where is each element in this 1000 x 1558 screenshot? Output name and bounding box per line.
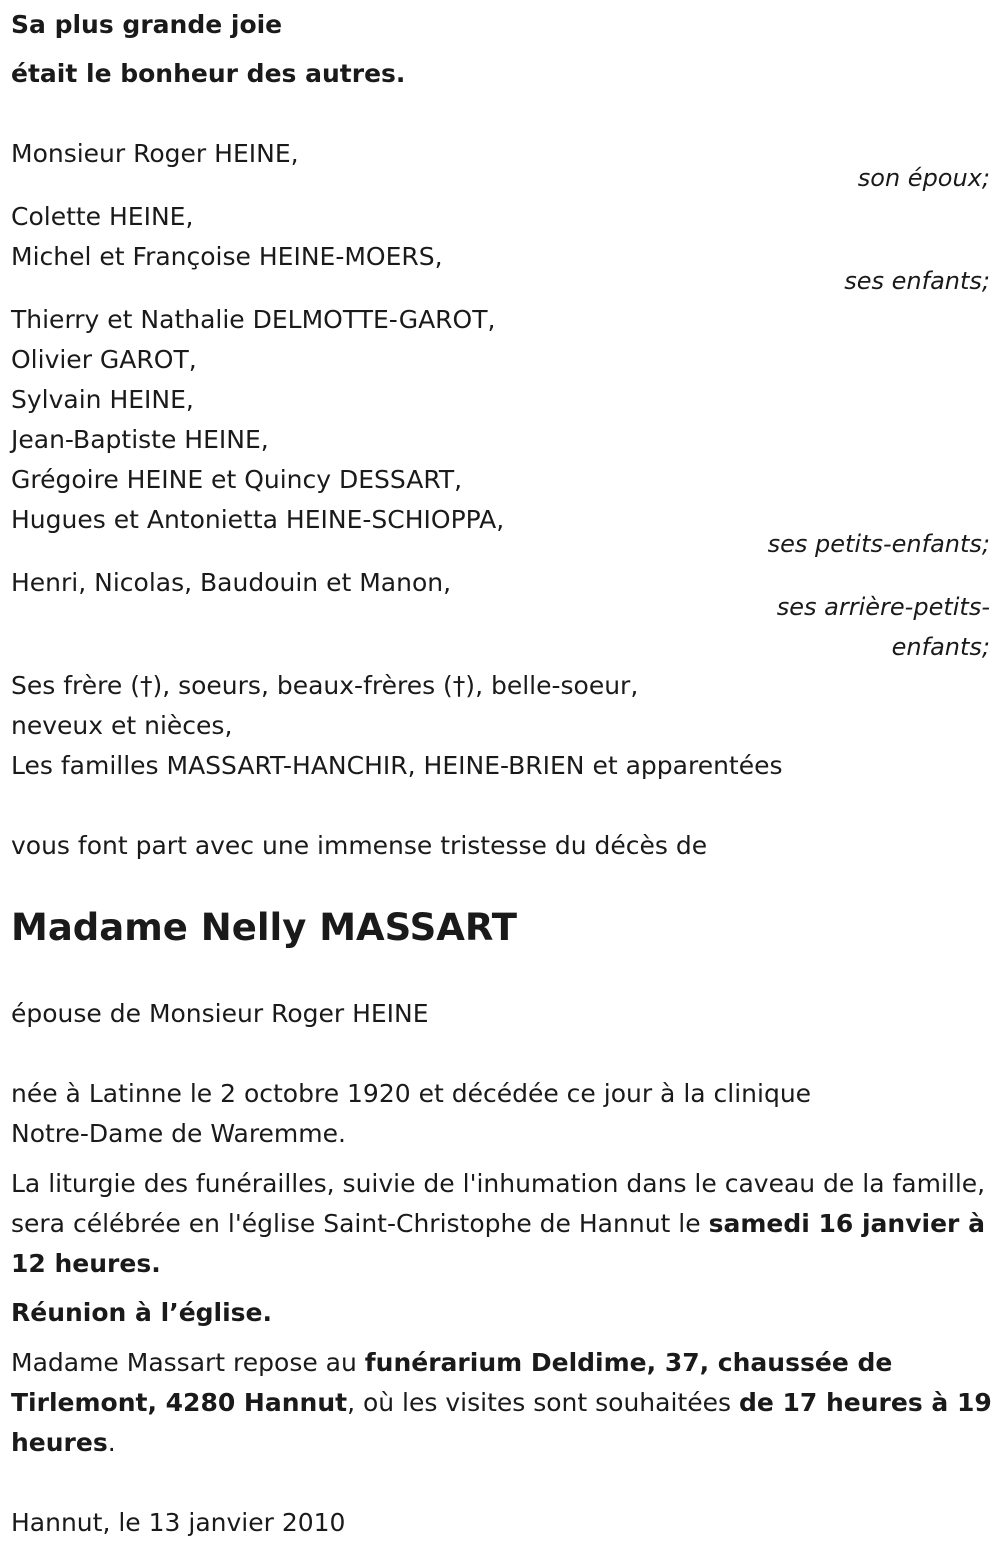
children-relation: ses enfants; xyxy=(844,267,990,295)
visitation-prefix: Madame Massart repose au xyxy=(11,1348,365,1377)
great-grandchildren-relation-line-2: enfants; xyxy=(891,633,990,661)
grandchild-name: Hugues et Antonietta HEINE-SCHIOPPA, xyxy=(11,505,505,534)
funeral-date-time: samedi 16 janvier à 12 heures. xyxy=(11,1209,985,1278)
motto-line-1: Sa plus grande joie xyxy=(11,10,283,39)
child-name: Colette HEINE, xyxy=(11,202,194,231)
other-relatives-line: Ses frère (†), soeurs, beaux-frères (†), belle-soeur, xyxy=(11,671,639,700)
meeting-note: Réunion à l’église. xyxy=(11,1298,273,1327)
grandchildren-relation: ses petits-enfants; xyxy=(767,530,990,558)
funerarium-address: funérarium Deldime, 37, chaussée de Tirlemont, 4280 Hannut xyxy=(11,1348,893,1417)
great-grandchildren-relation-line-1: ses arrière-petits- xyxy=(776,593,990,621)
grandchild-name: Jean-Baptiste HEINE, xyxy=(11,425,269,454)
place-and-date-signature: Hannut, le 13 janvier 2010 xyxy=(11,1508,346,1537)
great-grandchildren-names: Henri, Nicolas, Baudouin et Manon, xyxy=(11,568,452,597)
funeral-text: La liturgie des funérailles, suivie de l'inhumation dans le caveau de la famille, sera célébrée en l'église Saint-Christophe de Hannut le xyxy=(11,1169,986,1238)
grandchild-name: Grégoire HEINE et Quincy DESSART, xyxy=(11,465,463,494)
grandchild-name: Olivier GAROT, xyxy=(11,345,197,374)
visitation-suffix: . xyxy=(107,1428,116,1457)
child-name: Michel et Françoise HEINE-MOERS, xyxy=(11,242,443,271)
visitation-hours: de 17 heures à 19 heures xyxy=(11,1388,992,1457)
motto-line-2: était le bonheur des autres. xyxy=(11,59,406,88)
announcement-text: vous font part avec une immense tristesse du décès de xyxy=(11,831,708,860)
deceased-name: Madame Nelly MASSART xyxy=(11,906,517,949)
grandchild-name: Sylvain HEINE, xyxy=(11,385,194,414)
visitation-middle: , où les visites sont souhaitées xyxy=(347,1388,739,1417)
spouse-relation: son époux; xyxy=(857,164,990,192)
funeral-paragraph xyxy=(11,1164,996,1284)
birth-death-paragraph: née à Latinne le 2 octobre 1920 et décédée ce jour à la clinique Notre-Dame de Waremme. xyxy=(11,1079,812,1148)
other-relatives-line: neveux et nièces, xyxy=(11,711,233,740)
other-relatives-line: Les familles MASSART-HANCHIR, HEINE-BRIEN et apparentées xyxy=(11,751,783,780)
grandchild-name: Thierry et Nathalie DELMOTTE-GAROT, xyxy=(11,305,496,334)
visitation-paragraph xyxy=(11,1343,996,1463)
spouse-name: Monsieur Roger HEINE, xyxy=(11,139,299,168)
deceased-spouse-of: épouse de Monsieur Roger HEINE xyxy=(11,999,429,1028)
